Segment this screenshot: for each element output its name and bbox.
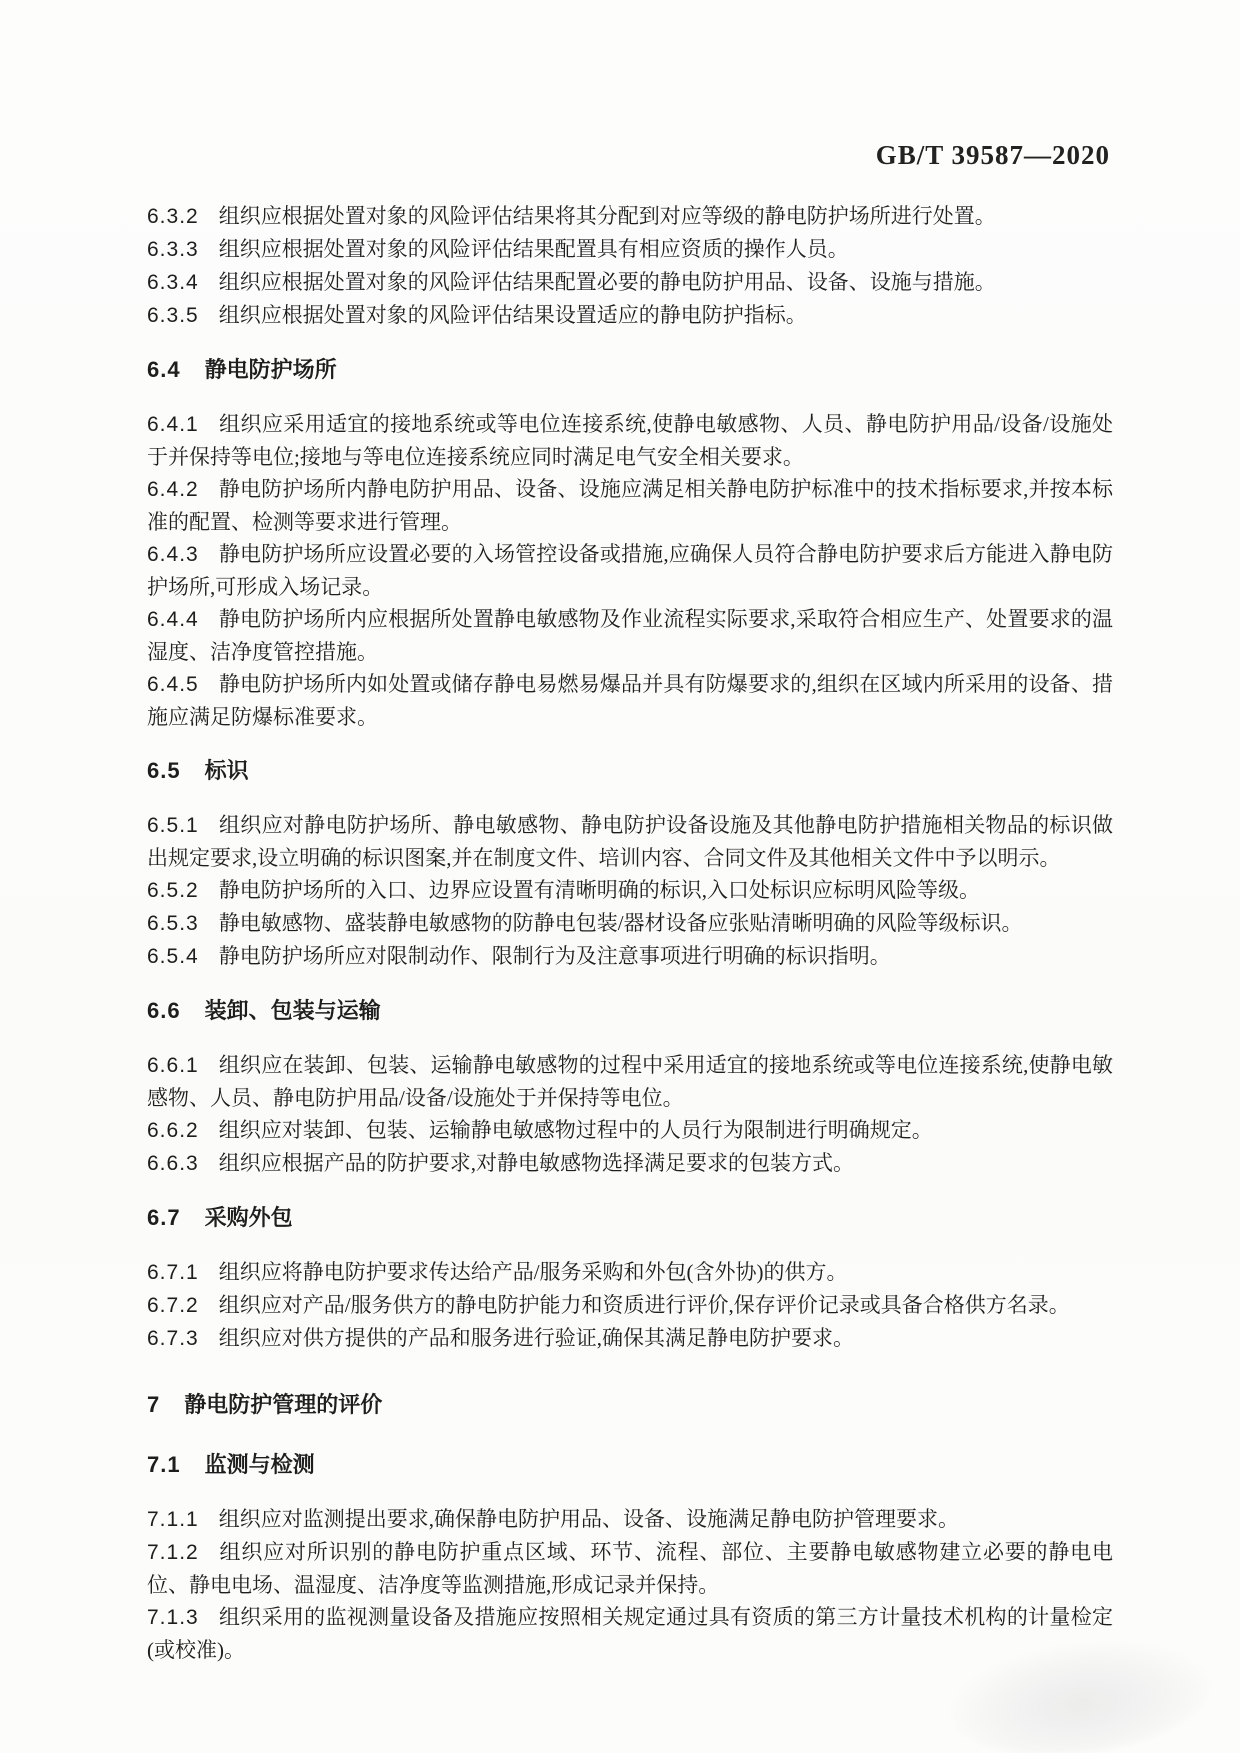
clause-6.4.4 [147,603,1113,668]
clause-text: 静电敏感物、盛装静电敏感物的防静电包装/器材设备应张贴清晰明确的风险等级标识。 [218,911,1023,935]
clause-6.3.2 [147,200,1113,233]
clause-6.6.3 [147,1147,1113,1180]
clause-text: 静电防护场所应设置必要的入场管控设备或措施,应确保人员符合静电防护要求后方能进入静电防护场所,可形成入场记录。 [147,542,1113,599]
clause-text: 装卸、包装与运输 [204,998,381,1023]
clause-6.4.3 [147,538,1113,603]
clause-text: 标识 [204,758,249,783]
clause-6.4.2 [147,473,1113,538]
clause-text: 静电防护场所应对限制动作、限制行为及注意事项进行明确的标识指明。 [218,944,891,968]
heading-7 [147,1389,1113,1421]
clause-text: 采购外包 [204,1205,293,1230]
clause-number: 7 [147,1392,161,1417]
clause-number: 6.3.5 [147,304,199,327]
clause-number: 7.1.1 [147,1508,199,1531]
clause-number: 6.7.2 [147,1294,199,1317]
clause-text: 组织应根据处置对象的风险评估结果配置具有相应资质的操作人员。 [218,237,849,261]
clause-7.1.1 [147,1503,1113,1536]
clause-number: 6.3.4 [147,271,199,294]
clause-6.3.3 [147,233,1113,266]
clause-text: 组织应对静电防护场所、静电敏感物、静电防护设备设施及其他静电防护措施相关物品的标识做出规定要求,设立明确的标识图案,并在制度文件、培训内容、合同文件及其他相关文件中予以明示。 [147,813,1113,870]
clause-number: 6.7 [147,1205,181,1230]
heading-7.1 [147,1449,1113,1481]
clause-text: 组织应对装卸、包装、运输静电敏感物过程中的人员行为限制进行明确规定。 [218,1118,933,1142]
clause-6.7.3 [147,1322,1113,1355]
clause-number: 6.4.1 [147,413,199,436]
clause-6.3.5 [147,299,1113,332]
clause-number: 6.3.2 [147,205,199,228]
clause-text: 静电防护场所内应根据所处置静电敏感物及作业流程实际要求,采取符合相应生产、处置要求的温湿度、洁净度管控措施。 [147,607,1113,664]
clause-text: 组织应根据处置对象的风险评估结果配置必要的静电防护用品、设备、设施与措施。 [218,270,996,294]
heading-6.5 [147,755,1113,787]
clause-text: 组织应根据处置对象的风险评估结果将其分配到对应等级的静电防护场所进行处置。 [218,204,996,228]
clause-number: 6.5 [147,758,181,783]
clause-text: 静电防护场所内如处置或储存静电易燃易爆品并具有防爆要求的,组织在区域内所采用的设备、措施应满足防爆标准要求。 [147,672,1113,729]
clause-text: 监测与检测 [204,1452,315,1477]
clause-6.4.1 [147,408,1113,473]
clause-number: 6.4 [147,357,181,382]
clause-number: 7.1.2 [147,1541,199,1564]
clause-6.7.2 [147,1289,1113,1322]
clause-6.5.4 [147,940,1113,973]
clause-text: 组织应对监测提出要求,确保静电防护用品、设备、设施满足静电防护管理要求。 [218,1507,959,1531]
clause-number: 6.4.4 [147,608,199,631]
document-body [147,200,1113,1666]
clause-6.5.2 [147,874,1113,907]
clause-text: 静电防护场所内静电防护用品、设备、设施应满足相关静电防护标准中的技术指标要求,并按本标准的配置、检测等要求进行管理。 [147,477,1113,534]
clause-7.1.3 [147,1601,1113,1666]
clause-6.7.1 [147,1256,1113,1289]
clause-number: 6.5.4 [147,945,199,968]
clause-number: 6.6 [147,998,181,1023]
clause-7.1.2 [147,1536,1113,1601]
clause-text: 静电防护场所 [204,357,337,382]
clause-text: 组织应对产品/服务供方的静电防护能力和资质进行评价,保存评价记录或具备合格供方名录。 [218,1293,1070,1317]
clause-6.5.3 [147,907,1113,940]
clause-text: 组织应根据产品的防护要求,对静电敏感物选择满足要求的包装方式。 [218,1151,854,1175]
clause-number: 6.7.1 [147,1261,199,1284]
clause-number: 6.6.2 [147,1119,199,1142]
clause-number: 7.1 [147,1452,181,1477]
clause-text: 静电防护管理的评价 [184,1392,383,1417]
clause-number: 6.7.3 [147,1327,199,1350]
clause-6.6.2 [147,1114,1113,1147]
page-header-standard-number: GB/T 39587—2020 [875,140,1110,170]
clause-text: 组织应对供方提供的产品和服务进行验证,确保其满足静电防护要求。 [218,1326,854,1350]
clause-number: 6.5.3 [147,912,199,935]
clause-6.3.4 [147,266,1113,299]
clause-text: 组织应在装卸、包装、运输静电敏感物的过程中采用适宜的接地系统或等电位连接系统,使静电敏感物、人员、静电防护用品/设备/设施处于并保持等电位。 [147,1053,1113,1110]
heading-6.7 [147,1202,1113,1234]
clause-number: 6.5.1 [147,814,199,837]
clause-text: 组织应根据处置对象的风险评估结果设置适应的静电防护指标。 [218,303,807,327]
clause-text: 组织应对所识别的静电防护重点区域、环节、流程、部位、主要静电敏感物建立必要的静电电位、静电电场、温湿度、洁净度等监测措施,形成记录并保持。 [147,1540,1113,1597]
heading-6.6 [147,995,1113,1027]
clause-number: 6.4.2 [147,478,199,501]
clause-text: 组织应将静电防护要求传达给产品/服务采购和外包(含外协)的供方。 [218,1260,848,1284]
clause-number: 6.3.3 [147,238,199,261]
clause-6.4.5 [147,668,1113,733]
clause-number: 6.4.3 [147,543,199,566]
clause-number: 6.6.1 [147,1054,199,1077]
clause-number: 7.1.3 [147,1606,199,1629]
clause-6.6.1 [147,1049,1113,1114]
clause-number: 6.6.3 [147,1152,199,1175]
clause-6.5.1 [147,809,1113,874]
clause-text: 组织应采用适宜的接地系统或等电位连接系统,使静电敏感物、人员、静电防护用品/设备/设施处于并保持等电位;接地与等电位连接系统应同时满足电气安全相关要求。 [147,412,1113,469]
clause-text: 静电防护场所的入口、边界应设置有清晰明确的标识,入口处标识应标明风险等级。 [218,878,980,902]
clause-text: 组织采用的监视测量设备及措施应按照相关规定通过具有资质的第三方计量技术机构的计量检定(或校准)。 [147,1605,1113,1662]
clause-number: 6.4.5 [147,673,199,696]
heading-6.4 [147,354,1113,386]
clause-number: 6.5.2 [147,879,199,902]
